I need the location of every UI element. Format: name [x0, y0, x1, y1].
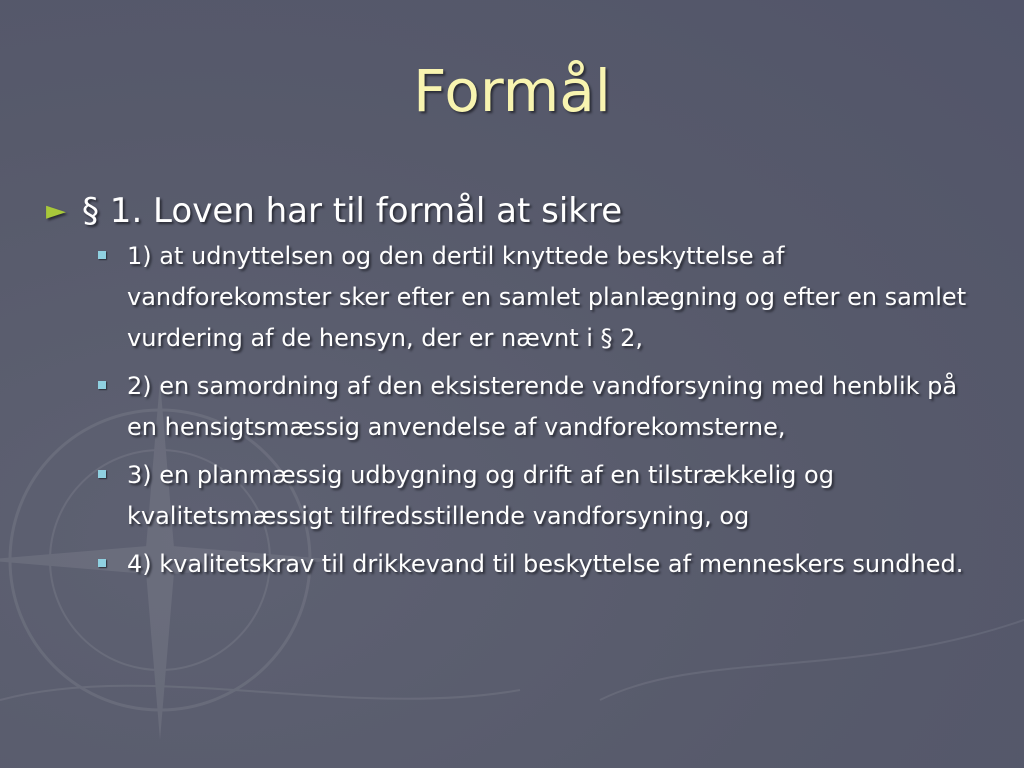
- list-item: [96, 236, 986, 359]
- sub-bullet-list: [96, 236, 986, 585]
- sub-bullet-text: 2) en samordning af den eksisterende vandforsyning med henblik på en hensigtsmæssig anvendelse af vandforekomsterne,: [127, 372, 958, 441]
- list-item: [96, 366, 986, 448]
- slide-title: Formål: [413, 57, 611, 125]
- arrow-bullet-icon: ►: [46, 196, 66, 226]
- main-bullet: [46, 188, 986, 234]
- list-item: [96, 544, 986, 585]
- square-bullet-icon: [96, 236, 127, 277]
- square-bullet-icon: [96, 455, 127, 496]
- main-bullet-text: § 1. Loven har til formål at sikre: [82, 191, 623, 231]
- sub-bullet-text: 3) en planmæssig udbygning og drift af en tilstrækkelig og kvalitetsmæssigt tilfredsstillende vandforsyning, og: [127, 461, 834, 530]
- sub-bullet-text: 4) kvalitetskrav til drikkevand til beskyttelse af menneskers sundhed.: [127, 550, 964, 578]
- slide-content: [46, 188, 986, 592]
- sub-bullet-text: 1) at udnyttelsen og den dertil knyttede beskyttelse af vandforekomster sker efter en samlet planlægning og efter en samlet vurdering af de hensyn, der er nævnt i § 2,: [127, 242, 967, 352]
- square-bullet-icon: [96, 544, 127, 585]
- square-bullet-icon: [96, 366, 127, 407]
- list-item: [96, 455, 986, 537]
